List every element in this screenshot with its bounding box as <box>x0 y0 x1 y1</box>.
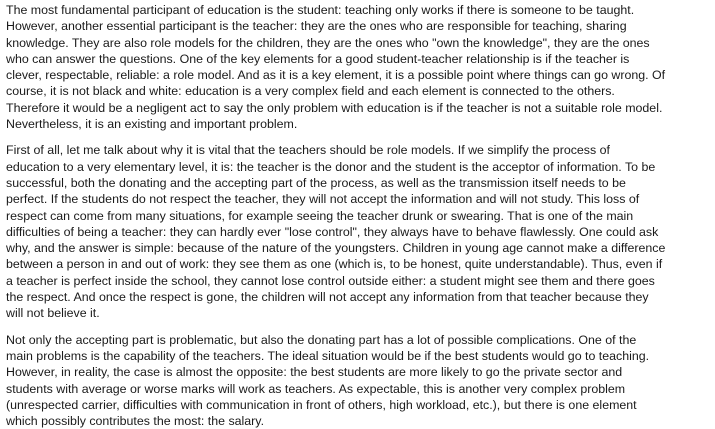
text-line: knowledge. They are also role models for the children, they are the ones who "own the knowledge", they are the ones <box>6 35 650 50</box>
text-line: the respect. And once the respect is gone, the children will not accept any information from that teacher because they <box>6 290 649 305</box>
text-line: Nevertheless, it is an existing and important problem. <box>6 117 298 132</box>
text-line: main problems is the capability of the teachers. The ideal situation would be if the best students would go to teaching. <box>6 348 650 363</box>
text-line: will not believe it. <box>6 306 100 321</box>
text-line: a teacher is perfect inside the school, they cannot lose control outside either: a student might see them and there goes <box>6 273 655 288</box>
text-line: (unrespected carrier, difficulties with communication in front of others, high workload, etc.), but there is one element <box>6 397 637 412</box>
text-line: successful, both the donating and the accepting part of the process, as well as the transmission itself needs to be <box>6 175 626 190</box>
text-line: However, in reality, the case is almost the opposite: the best students are more likely to go the private sector and <box>6 365 623 380</box>
text-line: respect can come from many situations, for example seeing the teacher drunk or swearing. That is one of the main <box>6 208 634 223</box>
text-line: The most fundamental participant of education is the student: teaching only works if there is someone to be taught. <box>6 3 635 17</box>
text-line: Therefore it would be a negligent act to say the only problem with education is if the teacher is not a suitable role model. <box>6 100 663 115</box>
text-line: which possibly contributes the most: the salary. <box>6 414 265 429</box>
text-line: who can answer the questions. One of the key elements for a good student-teacher relationship is if the teacher is <box>6 51 630 66</box>
text-line: First of all, let me talk about why it is vital that the teachers should be role models. If we simplify the process of <box>6 143 610 158</box>
paragraph-3 <box>6 332 709 429</box>
text-line: why, and the answer is simple: because of the nature of the youngsters. Children in young age cannot make a difference <box>6 241 666 256</box>
text-line: course, it is not black and white: education is a very complex field and each element is connected to the others. <box>6 84 615 99</box>
text-line: clever, respectable, reliable: a role model. And as it is a key element, it is a possible point where things can go wrong. Of <box>6 68 666 83</box>
text-line: difficulties of being a teacher: they can hardly ever "lose control", they always have to behave flawlessly. One could ask <box>6 224 659 239</box>
paragraph-1 <box>6 2 709 132</box>
text-line: perfect. If the students do not respect the teacher, they will not accept the information and will not study. This loss of <box>6 192 640 207</box>
paragraph-2 <box>6 142 709 321</box>
text-line: Not only the accepting part is problematic, but also the donating part has a lot of possible complications. One of the <box>6 332 637 347</box>
text-line: However, another essential participant is the teacher: they are the ones who are responsible for teaching, sharing <box>6 19 627 34</box>
text-line: education to a very elementary level, it is: the teacher is the donor and the student is the acceptor of information. To be <box>6 159 656 174</box>
text-line: between a person in and out of work: they see them as one (which is, to be honest, quite understandable). Thus, even if <box>6 257 663 272</box>
text-line: students with average or worse marks will work as teachers. As expectable, this is another very complex problem <box>6 381 626 396</box>
